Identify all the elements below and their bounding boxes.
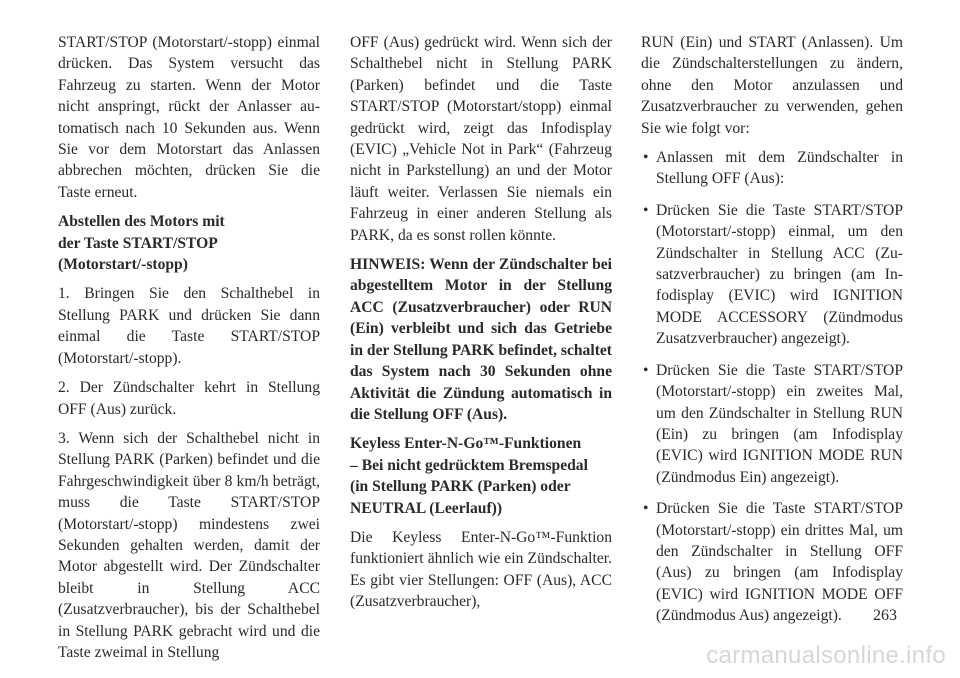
- bullet-list: [641, 147, 903, 627]
- step-3-paragraph: 3. Wenn sich der Schalthebel nicht in Stellung PARK (Parken) befindet und die Fahrgeschwindigkeit über 8 km/h beträgt, muss die Taste START/STOP (Motorstart/-stopp) mindestens zwei Sekunden gehalten werden, damit der Motor abgestellt wird. Der Zündschalter bleibt in Stellung ACC (Zusatzverbraucher), bis der Schalthebel in Stellung PARK gebracht wird und die Taste zweimal in Stellung: [58, 429, 320, 661]
- heading-line: (Motorstart/-stopp): [58, 256, 188, 274]
- heading-line: NEUTRAL (Leerlauf)): [350, 499, 503, 517]
- section-heading-keyless: [350, 433, 612, 519]
- list-item: [641, 200, 903, 350]
- list-item: [641, 360, 903, 488]
- list-item-text: Drücken Sie die Taste START/STOP (Motorstart/-stopp) einmal, um den Zündschalter in Stellung ACC (Zusatzverbraucher) zu bringen (am Infodisplay (EVIC) wird IGNITION MODE ACCESSORY (Zündmodus Zusatzverbraucher) angezeigt).: [656, 201, 903, 348]
- list-item: [641, 498, 903, 626]
- heading-line: Abstellen des Motors mit: [58, 213, 225, 231]
- ignition-positions-paragraph: RUN (Ein) und START (Anlassen). Um die Zündschalterstellungen zu ändern, ohne den Motor anzulassen und Zusatzverbraucher zu verwenden, gehen Sie wie folgt vor:: [641, 34, 903, 137]
- list-item-text: Drücken Sie die Taste START/STOP (Motorstart/-stopp) ein zweites Mal, um den Zündschalter in Stellung RUN (Ein) zu bringen (am Infodisplay (EVIC) wird IGNITION MODE RUN (Zündmodus Ein) angezeigt).: [656, 361, 903, 486]
- list-item-text: Drücken Sie die Taste START/STOP (Motorstart/-stopp) ein drittes Mal, um den Zündschalter in Stellung OFF (Aus) zu bringen (am Infodisplay (EVIC) wird IGNITION MODE OFF (Zündmodus Aus) angezeigt).: [656, 500, 903, 625]
- column-right: [641, 32, 903, 637]
- keyless-paragraph: Die Keyless Enter-N-Go™-Funktion funktioniert ähnlich wie ein Zündschalter. Es gibt vier Stellungen: OFF (Aus), ACC (Zusatzverbraucher),: [350, 528, 612, 611]
- step-1-paragraph: 1. Bringen Sie den Schalthebel in Stellung PARK und drücken Sie dann einmal die Taste START/STOP (Motorstart/-stopp).: [58, 285, 320, 367]
- intro-paragraph: START/STOP (Motorstart/-stopp) einmal drücken. Das System versucht das Fahrzeug zu starten. Wenn der Motor nicht anspringt, rückt der Anlasser automatisch nach 10 Sekunden aus. Wenn Sie vor dem Motorstart das Anlassen abbrechen möchten, drücken Sie die Taste erneut.: [58, 34, 320, 201]
- heading-line: (in Stellung PARK (Parken) oder: [350, 478, 571, 496]
- step-2-paragraph: 2. Der Zündschalter kehrt in Stellung OFF (Aus) zurück.: [58, 379, 320, 418]
- heading-line: der Taste START/STOP: [58, 234, 218, 252]
- bullet-icon: •: [643, 500, 649, 518]
- bullet-icon: •: [643, 149, 649, 167]
- watermark-text: carmanualsonline.info: [706, 642, 946, 669]
- column-left: [58, 32, 320, 671]
- section-heading-engine-stop: [58, 211, 320, 275]
- note-paragraph: HINWEIS: Wenn der Zündschalter bei abgestelltem Motor in der Stellung ACC (Zusatzverbraucher) oder RUN (Ein) verbleibt und sich das Getriebe in der Stellung PARK befindet, schaltet das System nach 30 Sekunden ohne Aktivität die Zündung automatisch in die Stellung OFF (Aus).: [350, 256, 612, 423]
- heading-line: Keyless Enter-N-Go™-Funktionen: [350, 435, 582, 453]
- list-item: [641, 147, 903, 190]
- bullet-icon: •: [643, 201, 649, 219]
- page-number: 263: [873, 607, 897, 624]
- column-middle: [350, 32, 612, 621]
- continued-paragraph: OFF (Aus) gedrückt wird. Wenn sich der Schalthebel nicht in Stellung PARK (Parken) befindet und die Taste START/STOP (Motorstart/stopp) einmal gedrückt wird, zeigt das Infodisplay (EVIC) „Vehicle Not in Park“ (Fahrzeug nicht in Parkstellung) an und der Motor läuft weiter. Verlassen Sie niemals ein Fahrzeug in einer anderen Stellung als PARK, da es sonst rollen könnte.: [350, 34, 612, 244]
- bullet-icon: •: [643, 361, 649, 379]
- list-item-text: Anlassen mit dem Zündschalter in Stellung OFF (Aus):: [656, 149, 903, 188]
- heading-line: – Bei nicht gedrücktem Bremspedal: [350, 456, 588, 474]
